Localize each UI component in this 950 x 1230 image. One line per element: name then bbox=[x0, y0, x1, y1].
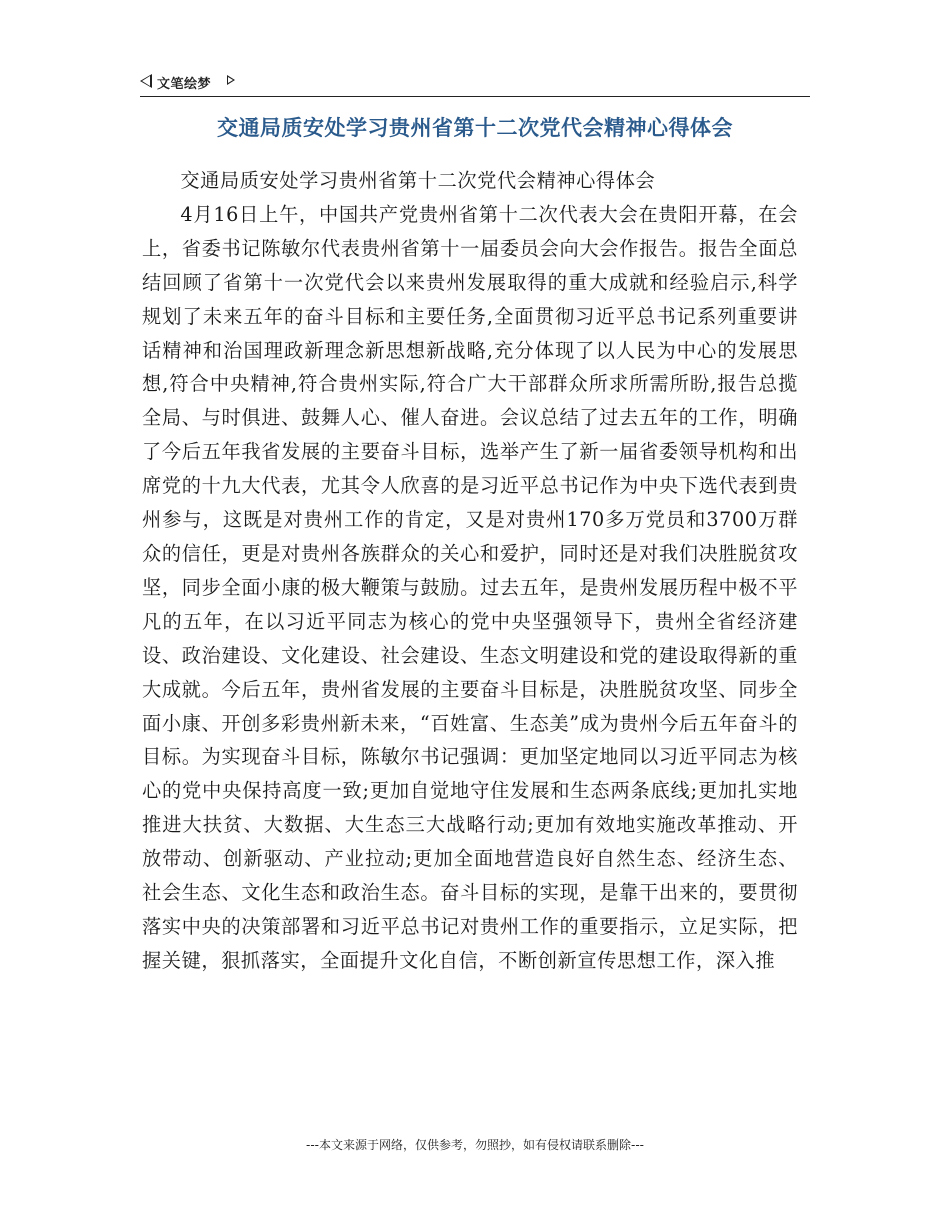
paragraph: 交通局质安处学习贵州省第十二次党代会精神心得体会 bbox=[180, 169, 656, 192]
triangle-right-icon bbox=[227, 75, 235, 85]
header-brand: 文笔绘梦 bbox=[157, 77, 212, 92]
document-title: 交通局质安处学习贵州省第十二次党代会精神心得体会 bbox=[217, 116, 733, 140]
document-body bbox=[142, 164, 798, 978]
triangle-left-icon bbox=[140, 74, 152, 88]
footer-notice: ---本文来源于网络，仅供参考，勿照抄，如有侵权请联系删除--- bbox=[306, 1138, 644, 1152]
page-header bbox=[140, 70, 810, 97]
paragraph: 4月16日上午，中国共产党贵州省第十二次代表大会在贵阳开幕，在会上，省委书记陈敏尔代表贵州省第十一届委员会向大会作报告。报告全面总结回顾了省第十一次党代会以来贵州发展取得的重大成就和经验启示,科学规划了未来五年的奋斗目标和主要任务,全面贯彻习近平总书记系列重要讲话精神和治国理政新理念新思想新战略,充分体现了以人民为中心的发展思想,符合中央精神,符合贵州实际,符合广大干部群众所求所需所盼,报告总揽全局、与时俱进、鼓舞人心、催人奋进。会议总结了过去五年的工作，明确了今后五年我省发展的主要奋斗目标，选举产生了新一届省委领导机构和出席党的十九大代表，尤其令人欣喜的是习近平总书记作为中央下选代表到贵州参与，这既是对贵州工作的肯定，又是对贵州170多万党员和3700万群众的信任，更是对贵州各族群众的关心和爱护，同时还是对我们决胜脱贫攻坚，同步全面小康的极大鞭策与鼓励。过去五年，是贵州发展历程中极不平凡的五年，在以习近平同志为核心的党中央坚强领导下，贵州全省经济建设、政治建设、文化建设、社会建设、生态文明建设和党的建设取得新的重大成就。今后五年，贵州省发展的主要奋斗目标是，决胜脱贫攻坚、同步全面小康、开创多彩贵州新未来，“百姓富、生态美”成为贵州今后五年奋斗的目标。为实现奋斗目标，陈敏尔书记强调：更加坚定地同以习近平同志为核心的党中央保持高度一致;更加自觉地守住发展和生态两条底线;更加扎实地推进大扶贫、大数据、大生态三大战略行动;更加有效地实施改革推动、开放带动、创新驱动、产业拉动;更加全面地营造良好自然生态、经济生态、社会生态、文化生态和政治生态。奋斗目标的实现，是靠干出来的，要贯彻落实中央的决策部署和习近平总书记对贵州工作的重要指示，立足实际，把握关键，狠抓落实，全面提升文化自信，不断创新宣传思想工作，深入推 bbox=[142, 202, 798, 972]
